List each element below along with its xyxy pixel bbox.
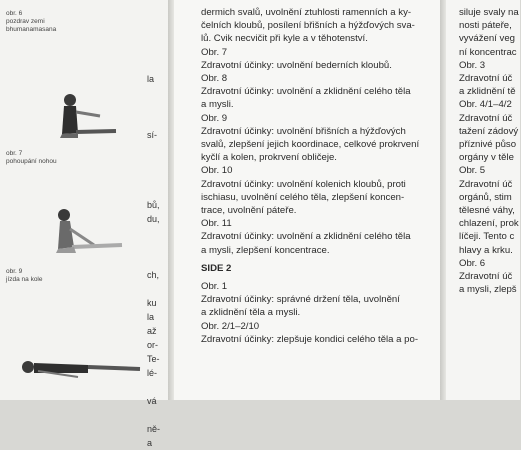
text-line: Zdravotní účinky: uvolnění a zklidnění celého těla	[201, 231, 411, 243]
text-line: Zdravotní účinky: zlepšuje kondici celého těla a po-	[201, 333, 419, 345]
cut-off-text-column	[147, 58, 169, 450]
cut-text-fragment: Te-	[147, 354, 160, 364]
text-line: vyvážení veg	[459, 33, 515, 45]
figure-seated-leg-raise	[48, 88, 120, 146]
text-line: tělesné váhy,	[459, 205, 515, 217]
text-line: Zdravotní úč	[459, 73, 513, 85]
text-line: hlavy a krku.	[459, 244, 513, 256]
text-line: orgány v těle	[459, 152, 514, 164]
text-line: a zklidnění tě	[459, 86, 516, 98]
cut-text-fragment	[147, 184, 169, 198]
cut-text-fragment: a	[147, 438, 153, 448]
text-line: Obr. 1	[201, 281, 228, 293]
cut-text-fragment	[147, 86, 169, 100]
text-line: Zdravotní úč	[459, 178, 513, 190]
text-line: ischiasu, uvolnění celého těla, zlepšení koncen-	[201, 191, 405, 203]
text-line: Zdravotní úč	[459, 112, 513, 124]
text-line: a mysli.	[201, 99, 234, 111]
text-line: trace, uvolnění páteře.	[201, 205, 297, 217]
cut-text-fragment: bů,	[147, 200, 160, 210]
text-line: nosti páteře,	[459, 20, 512, 32]
cut-text-fragment	[147, 380, 169, 394]
text-line: Obr. 4/1–4/2	[459, 99, 512, 111]
text-line: Obr. 2/1–2/10	[201, 320, 260, 332]
cut-text-fragment	[147, 100, 169, 114]
cut-text-fragment	[147, 156, 169, 170]
left-page-panel	[0, 0, 168, 448]
cut-text-fragment: ku	[147, 298, 157, 308]
figure-caption-7	[6, 150, 76, 166]
text-line: a mysli, zlepšení koncentrace.	[201, 244, 330, 256]
text-line: Obr. 8	[201, 73, 228, 85]
middle-page-panel	[174, 0, 440, 400]
cut-text-fragment	[147, 170, 169, 184]
cut-text-fragment	[147, 240, 169, 254]
text-line: Zdravotní účinky: uvolnění kolenich kloubů, proti	[201, 178, 406, 190]
text-line: Zdravotní účinky: uvolnění a zklidnění celého těla	[201, 86, 411, 98]
text-line: kyčlí a kolen, prokrvení obličeje.	[201, 152, 337, 164]
section-heading: SIDE 2	[201, 262, 232, 274]
cut-text-fragment: sí-	[147, 130, 157, 140]
text-line: čelních kloubů, posílení břišních a hýžďových sva-	[201, 20, 415, 32]
text-line: Zdravotní účinky: uvolnění břišních a hýžďových	[201, 125, 406, 137]
cut-text-fragment: la	[147, 312, 155, 322]
cut-text-fragment: ně-	[147, 424, 161, 434]
cut-text-fragment: ch,	[147, 270, 160, 280]
caption-number: obr. 6	[6, 10, 23, 17]
cut-text-fragment: or-	[147, 340, 158, 350]
cut-text-fragment	[147, 142, 169, 156]
caption-text: jízda na kole	[6, 276, 43, 283]
cut-text-fragment: la	[147, 74, 155, 84]
text-line: tažení zádový	[459, 125, 519, 137]
figure-caption-9	[6, 268, 76, 284]
text-line: dermich svalů, uvolnění ztuhlosti ramenních a ky-	[201, 7, 412, 18]
caption-number: obr. 9	[6, 268, 23, 275]
caption-text: pohoupání nohou	[6, 158, 57, 165]
cut-text-fragment: lé-	[147, 368, 158, 378]
cut-text-fragment	[147, 114, 169, 128]
figure-lying	[18, 355, 143, 385]
cut-text-fragment	[147, 58, 169, 72]
text-line: líčeji. Tento c	[459, 231, 515, 243]
text-line: Zdravotní účinky: uvolnění bederních kloubů.	[201, 59, 392, 71]
caption-text: pozdrav zemi bhumanamasana	[6, 18, 57, 33]
text-line: ní koncentrac	[459, 46, 517, 58]
cut-off-body-text	[459, 6, 521, 296]
text-line: orgánů, stim	[459, 191, 512, 203]
text-line: příznivé půso	[459, 139, 517, 151]
figure-cycling	[34, 205, 124, 265]
caption-number: obr. 7	[6, 150, 23, 157]
text-line: chlazení, prok	[459, 218, 519, 230]
text-line: Zdravotní úč	[459, 271, 513, 283]
text-line: Obr. 10	[201, 165, 233, 177]
text-line: Obr. 9	[201, 112, 228, 124]
cut-text-fragment	[147, 254, 169, 268]
cut-text-fragment	[147, 408, 169, 422]
figure-caption-6	[6, 10, 76, 34]
text-line: a zklidnění těla a mysli.	[201, 307, 301, 319]
right-page-panel	[446, 0, 520, 400]
text-line: Obr. 3	[459, 59, 486, 71]
cut-text-fragment	[147, 282, 169, 296]
text-line: svalů, zlepšení jejich koordinace, celkové prokrvení	[201, 139, 420, 151]
text-line: Obr. 5	[459, 165, 486, 177]
text-line: siluje svaly na	[459, 7, 519, 18]
text-line: Zdravotní účinky: správné držení těla, uvolnění	[201, 294, 400, 306]
text-line: a mysli, zlepš	[459, 284, 517, 296]
cut-text-fragment: vá	[147, 396, 157, 406]
text-line: Obr. 7	[201, 46, 228, 58]
cut-text-fragment: až	[147, 326, 157, 336]
text-line: lů. Cvik necvičit při kyle a v těhotenství.	[201, 33, 368, 45]
body-text	[201, 6, 431, 346]
cut-text-fragment: du,	[147, 214, 160, 224]
cut-text-fragment	[147, 226, 169, 240]
text-line: Obr. 6	[459, 257, 486, 269]
text-line: Obr. 11	[201, 218, 232, 230]
